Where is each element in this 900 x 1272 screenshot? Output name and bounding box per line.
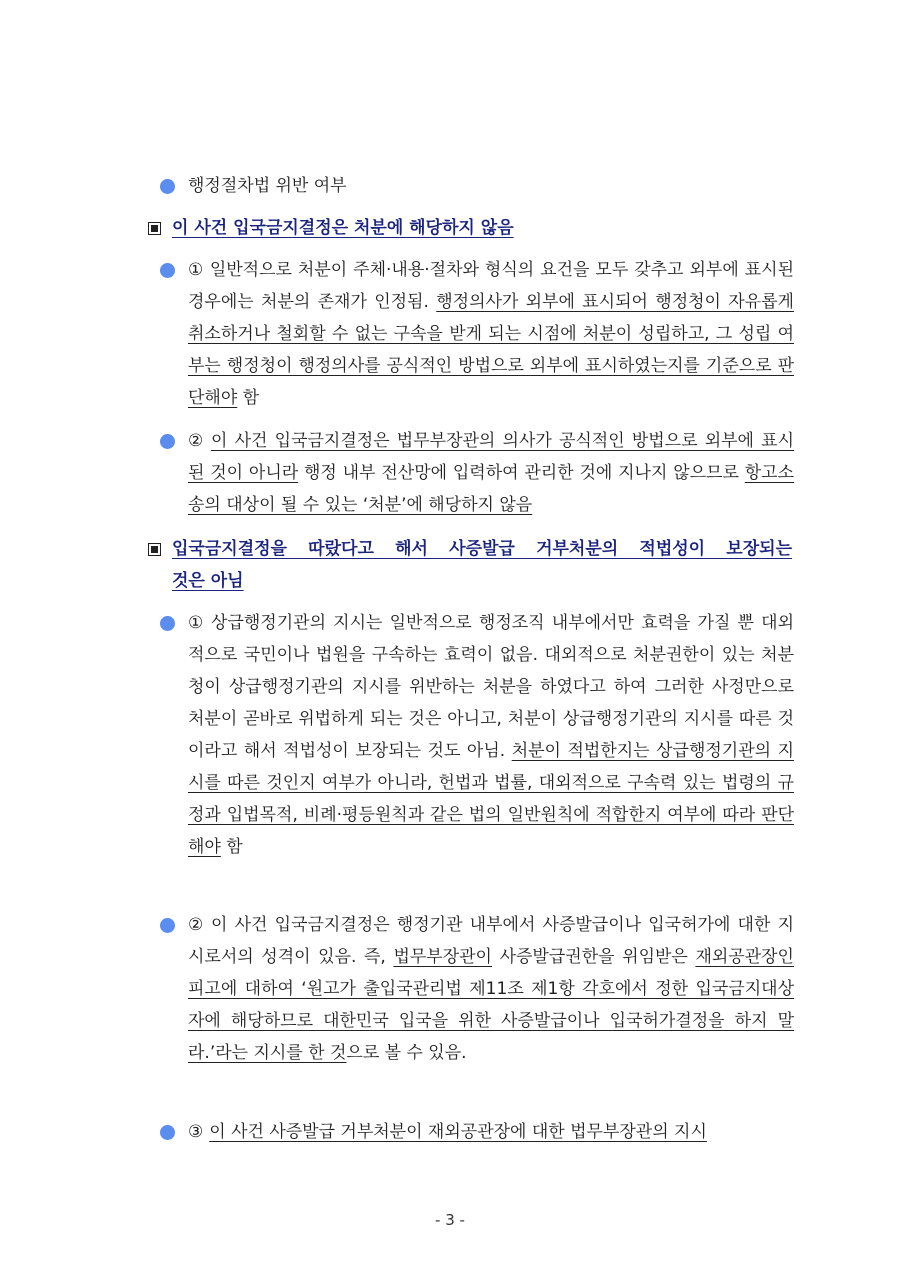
square-bullet-icon [148, 543, 161, 556]
bullet-dot-icon [160, 1125, 175, 1140]
bullet-dot-icon [160, 918, 175, 933]
section2-heading-line2: 것은 아님 [172, 571, 244, 591]
section2-item2-text: ② 이 사건 입국금지결정은 행정기관 내부에서 사증발급이나 입국허가에 대한 지시로서의 성격이 있음. 즉, 법무부장관이 사증발급권한을 위임받은 재외공관장인 피고에 대하여 ‘원고가 출입국관리법 제11조 제1항 각호에서 정한 입국금지대상자에 해당하므로 대한민국 입국을 위한 사증발급이나 입국허가결정을 하지 말라.’라는 지시를 한 것으로 볼 수 있음. [188, 915, 795, 1063]
bullet-dot-icon [160, 616, 175, 631]
bullet-dot-icon [160, 179, 175, 194]
section2-item3-text: ③ 이 사건 사증발급 거부처분이 재외공관장에 대한 법무부장관의 지시 [188, 1122, 707, 1142]
section2-heading-line1: 입국금지결정을 따랐다고 해서 사증발급 거부처분의 적법성이 보장되는 [172, 539, 792, 559]
section1-heading: 이 사건 입국금지결정은 처분에 해당하지 않음 [172, 218, 514, 238]
intro-text: 행정절차법 위반 여부 [188, 176, 347, 196]
square-bullet-icon [148, 222, 161, 235]
section1-item1-text: ① 일반적으로 처분이 주체·내용·절차와 형식의 요건을 모두 갖추고 외부에 표시된 경우에는 처분의 존재가 인정됨. 행정의사가 외부에 표시되어 행정청이 자유롭게 취소하거나 철회할 수 없는 구속을 받게 되는 시점에 처분이 성립하고, 그 성립 여부는 행정청이 행정의사를 공식적인 방법으로 외부에 표시하였는지를 기준으로 판단해야 함 [188, 260, 794, 408]
bullet-dot-icon [160, 263, 175, 278]
page-number: - 3 - [435, 1211, 465, 1229]
section1-item2-text: ② 이 사건 입국금지결정은 법무부장관의 의사가 공식적인 방법으로 외부에 표시된 것이 아니라 행정 내부 전산망에 입력하여 관리한 것에 지나지 않으므로 항고소송의 대상이 될 수 있는 ‘처분’에 해당하지 않음 [188, 431, 795, 515]
bullet-dot-icon [160, 434, 175, 449]
section2-item1-text: ① 상급행정기관의 지시는 일반적으로 행정조직 내부에서만 효력을 가질 뿐 대외적으로 국민이나 법원을 구속하는 효력이 없음. 대외적으로 처분권한이 있는 처분청이 상급행정기관의 지시를 위반하는 처분을 하였다고 하여 그러한 사정만으로 처분이 곧바로 위법하게 되는 것은 아니고, 처분이 상급행정기관의 지시를 따른 것이라고 해서 적법성이 보장되는 것도 아님. 처분이 적법한지는 상급행정기관의 지시를 따른 것인지 여부가 아니라, 헌법과 법률, 대외적으로 구속력 있는 법령의 규정과 입법목적, 비례·평등원칙과 같은 법의 일반원칙에 적합한지 여부에 따라 판단해야 함 [188, 613, 795, 857]
